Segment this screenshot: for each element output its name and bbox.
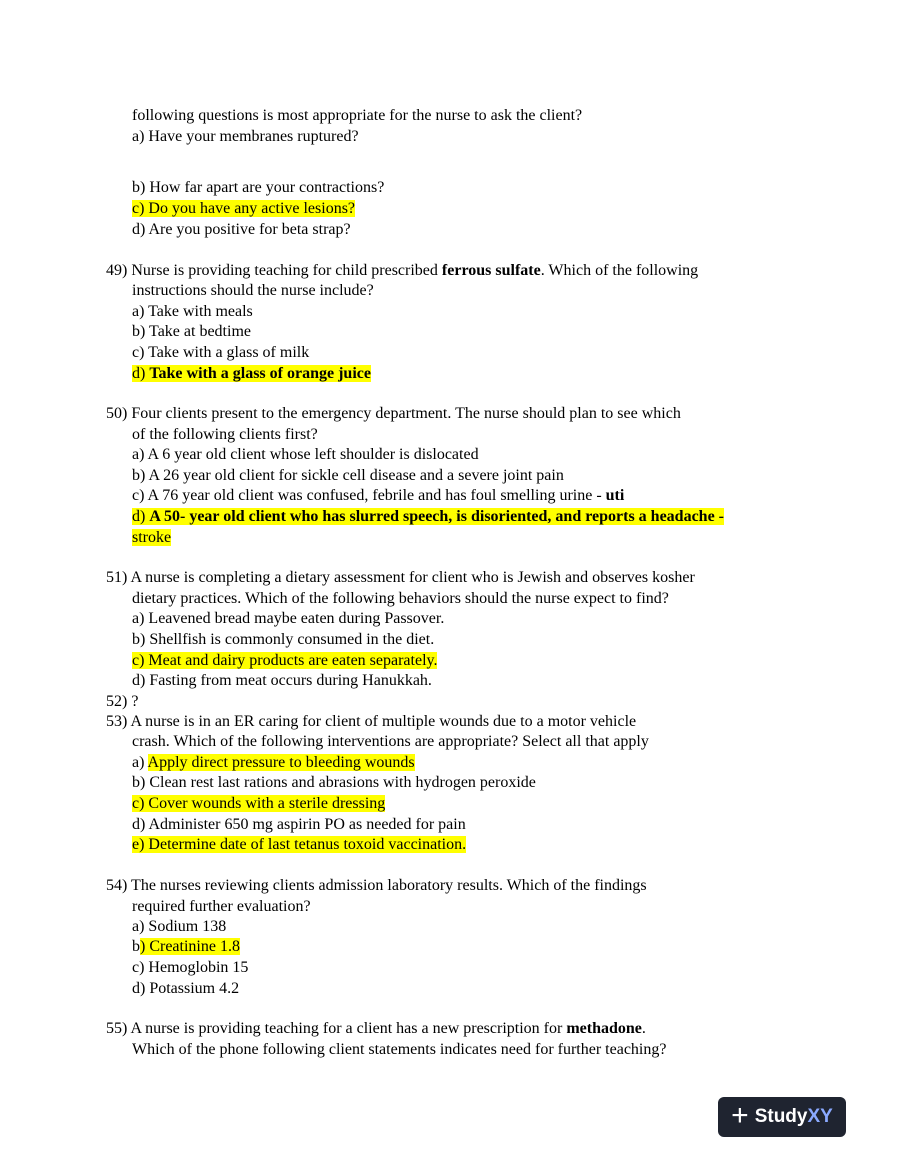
q49-option-b: b) Take at bedtime: [132, 323, 251, 340]
q49-option-c: c) Take with a glass of milk: [132, 344, 310, 361]
q48-option-d: d) Are you positive for beta strap?: [132, 221, 351, 238]
q51-option-b: b) Shellfish is commonly consumed in the diet.: [132, 631, 435, 648]
answer-highlight: c) Meat and dairy products are eaten separately.: [132, 652, 438, 669]
q49-option-d-answer: [132, 364, 371, 385]
answer-highlight: Apply direct pressure to bleeding wounds: [147, 754, 415, 771]
q50-option-c: c) A 76 year old client was confused, febrile and has foul smelling urine - uti: [132, 487, 625, 504]
q50-stem-line2: of the following clients first?: [132, 426, 318, 443]
q50-stem: 50) Four clients present to the emergency department. The nurse should plan to see which: [106, 405, 681, 422]
q54-option-b-answer: b) Creatinine 1.8: [132, 938, 240, 955]
q54-option-a: a) Sodium 138: [132, 918, 227, 935]
q55-stem: 55) A nurse is providing teaching for a client has a new prescription for methadone.: [106, 1020, 646, 1037]
q55-drug-name: methadone: [566, 1020, 642, 1037]
q50-option-d-continuation: stroke: [132, 529, 172, 546]
q53-option-d: d) Administer 650 mg aspirin PO as needed for pain: [132, 816, 466, 833]
q53-option-a-answer: a) Apply direct pressure to bleeding wounds: [132, 754, 415, 771]
q50-option-a: a) A 6 year old client whose left shoulder is dislocated: [132, 446, 479, 463]
q54-stem-line2: required further evaluation?: [132, 898, 311, 915]
q50-option-d-answer: [132, 507, 724, 528]
q48-option-c-answer: [132, 199, 355, 220]
q48-stem-continuation: following questions is most appropriate for the nurse to ask the client?: [132, 107, 583, 124]
q54-stem: 54) The nurses reviewing clients admission laboratory results. Which of the findings: [106, 877, 647, 894]
q50-option-b: b) A 26 year old client for sickle cell disease and a severe joint pain: [132, 467, 564, 484]
q53-option-e-answer: [132, 835, 466, 856]
plus-icon: +: [731, 1099, 749, 1132]
q53-stem: 53) A nurse is in an ER caring for client of multiple wounds due to a motor vehicle: [106, 713, 637, 730]
answer-highlight: e) Determine date of last tetanus toxoid vaccination.: [132, 836, 467, 853]
logo-text: StudyXY: [754, 1106, 833, 1127]
answer-highlight: c) Cover wounds with a sterile dressing: [132, 795, 386, 812]
q51-stem: 51) A nurse is completing a dietary assessment for client who is Jewish and observes kosher: [106, 569, 695, 586]
q51-option-d: d) Fasting from meat occurs during Hanukkah.: [132, 672, 432, 689]
q49-stem-line2: instructions should the nurse include?: [132, 282, 374, 299]
q51-option-a: a) Leavened bread maybe eaten during Passover.: [132, 610, 445, 627]
q52-stem: 52) ?: [106, 693, 139, 710]
q54-option-d: d) Potassium 4.2: [132, 980, 240, 997]
answer-highlight: d) Take with a glass of orange juice: [132, 365, 371, 382]
q49-drug-name: ferrous sulfate: [441, 262, 541, 279]
q53-stem-line2: crash. Which of the following interventions are appropriate? Select all that apply: [132, 733, 649, 750]
answer-highlight: ) Creatinine 1.8: [140, 938, 240, 955]
q49-option-a: a) Take with meals: [132, 303, 253, 320]
q54-option-c: c) Hemoglobin 15: [132, 959, 249, 976]
q53-option-c-answer: [132, 794, 385, 815]
q53-option-b: b) Clean rest last rations and abrasions with hydrogen peroxide: [132, 774, 536, 791]
q49-stem: 49) Nurse is providing teaching for child prescribed ferrous sulfate. Which of the following: [106, 262, 699, 279]
answer-highlight: c) Do you have any active lesions?: [132, 200, 356, 217]
studyxy-logo: [718, 1097, 846, 1137]
q51-option-c-answer: [132, 651, 437, 672]
q48-option-b: b) How far apart are your contractions?: [132, 179, 385, 196]
q51-stem-line2: dietary practices. Which of the following behaviors should the nurse expect to find?: [132, 590, 669, 607]
q48-option-a: a) Have your membranes ruptured?: [132, 128, 359, 145]
q55-stem-line2: Which of the phone following client statements indicates need for further teaching?: [132, 1041, 667, 1058]
answer-highlight: d) A 50- year old client who has slurred speech, is disoriented, and reports a headache -: [132, 508, 725, 525]
